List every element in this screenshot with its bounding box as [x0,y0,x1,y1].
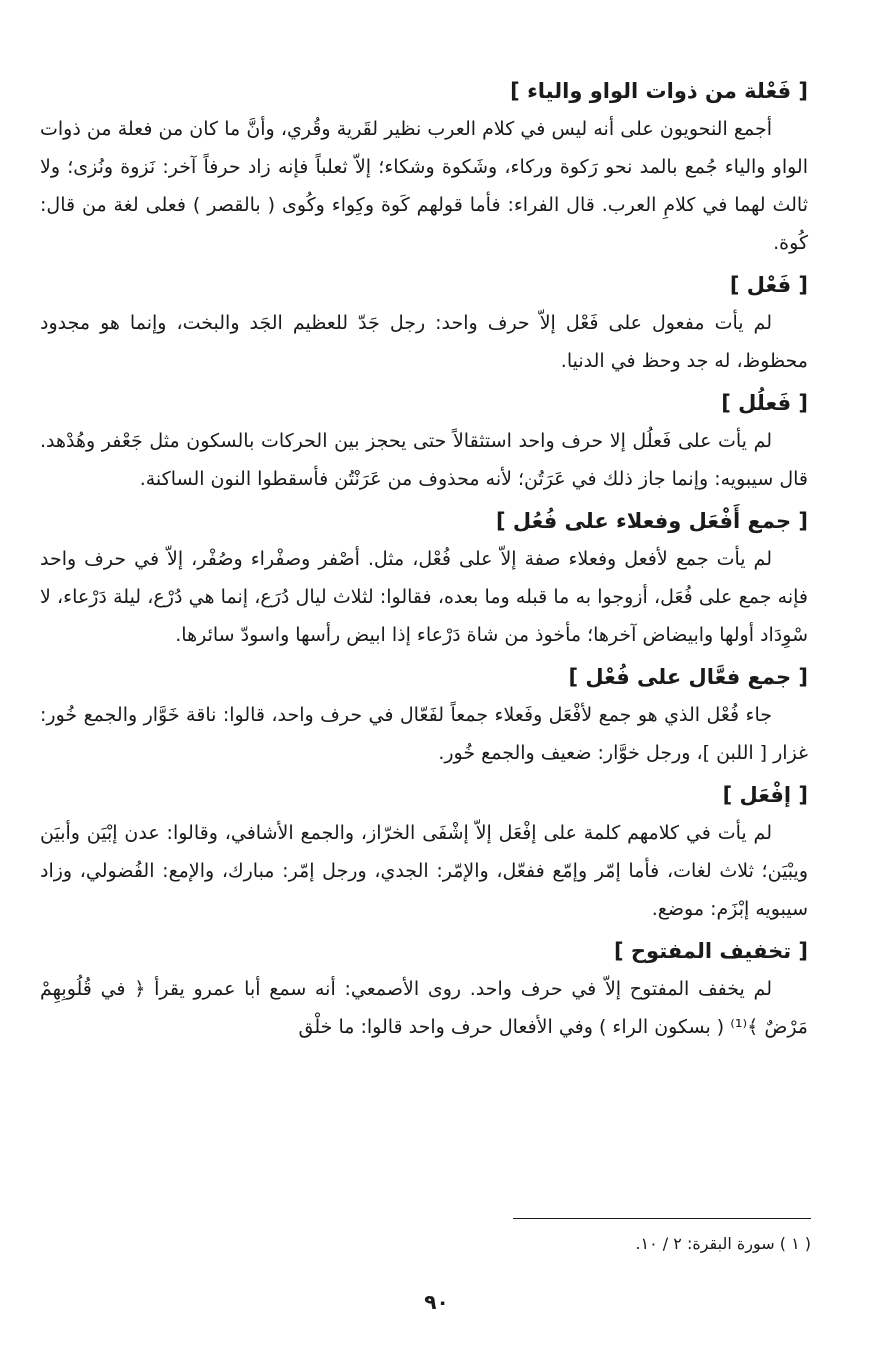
section-heading: [ إفْعَل ] [722,783,808,807]
page-body [40,68,808,1046]
section-heading: [ جمع فعَّال على فُعْل ] [568,665,808,689]
section-paragraph: لم يأت جمع لأفعل وفعلاء صفة إلاّ على فُعْل، مثل. أصْفر وصفْراء وصُفْر، إلاّ في حرف واحد فإنه جمع على فُعَل، أزوجوا به ما قبله وما بعده، فقالوا: لثلاث ليال دُرَع، إنما هي دُرْع، ليلة دَرْعاء، لا سْوِدَاد أولها وابيضاض آخرها؛ مأخوذ من شاة دَرْعاء إذا ابيض رأسها واسودّ سائرها. [40,548,808,646]
section-paragraph: لم يأت في كلامهم كلمة على إفْعَل إلاّ إشْفَى الخرّاز، والجمع الأشافي، وقالوا: عدن إبْيَن وأبيَن ويبْيَن؛ ثلاث لغات، فأما إمّر وإمّع ففعّل، والإمّر: الجدي، ورجل إمّر: مبارك، والإمع: الفُضولي، وزاد سيبويه إبْزَم: موضع. [40,822,808,920]
section-plural-faal-ful [40,660,808,772]
section-heading: [ فَعْل ] [729,273,808,297]
footnote-divider [513,1218,811,1219]
section-heading: [ فَعلُل ] [721,391,808,415]
section-takhfif-maftuh [40,934,808,1046]
section-paragraph: جاء فُعْل الذي هو جمع لأفْعَل وفَعلاء جمعاً لفَعّال في حرف واحد، قالوا: ناقة خَوَّار والجمع خُور: غزار [ اللبن ]، ورجل خوَّار: ضعيف والجمع خُور. [40,704,808,764]
section-heading: [ جمع أَفْعَل وفعلاء على فُعُل ] [495,509,808,533]
footnote: ( ١ ) سورة البقرة: ٢ / ١٠. [635,1234,811,1253]
section-ifal [40,778,808,928]
section-plural-afal-fulul [40,504,808,654]
section-heading: [ تخفيف المفتوح ] [614,939,808,963]
section-fal [40,268,808,380]
section-paragraph: لم يأت على فَعلُل إلا حرف واحد استثقالاً حتى يحجز بين الحركات بالسكون مثل جَعْفر وهُدْهد. قال سيبويه: وإنما جاز ذلك في عَرَتُن؛ لأنه محذوف من عَرَنْتُن فأسقطوا النون الساكنة. [40,430,808,490]
section-falul [40,386,808,498]
section-paragraph: لم يأت مفعول على فَعْل إلاّ حرف واحد: رجل جَدّ للعظيم الجَد والبخت، وإنما هو مجدود محظوظ، له جد وحظ في الدنيا. [40,312,808,372]
section-heading: [ فَعْلة من ذوات الواو والياء ] [510,79,808,103]
section-faala-waw-ya [40,74,808,262]
section-paragraph: لم يخفف المفتوح إلاّ في حرف واحد. روى الأصمعي: أنه سمع أبا عمرو يقرأ ﴿ في قُلُوبِهِمْ مَرْضٌ ﴾⁽¹⁾ ( بسكون الراء ) وفي الأفعال حرف واحد قالوا: ما خلْق [40,978,808,1038]
section-paragraph: أجمع النحويون على أنه ليس في كلام العرب نظير لقَرية وقُري، وأنَّ ما كان من فعلة من ذوات الواو والياء جُمع بالمد نحو رَكوة وركاء، وشَكوة وشكاء؛ إلاّ ثعلباً فإنه زاد حرفاً آخر: نَزوة ونُزى؛ ولا ثالث لهما في كلامِ العرب. قال الفراء: فأما قولهم كَوة وكِواء وكُوى ( بالقصر ) فعلى لغة من قال: كُوة. [40,118,808,254]
page-number: ٩٠ [424,1290,449,1314]
